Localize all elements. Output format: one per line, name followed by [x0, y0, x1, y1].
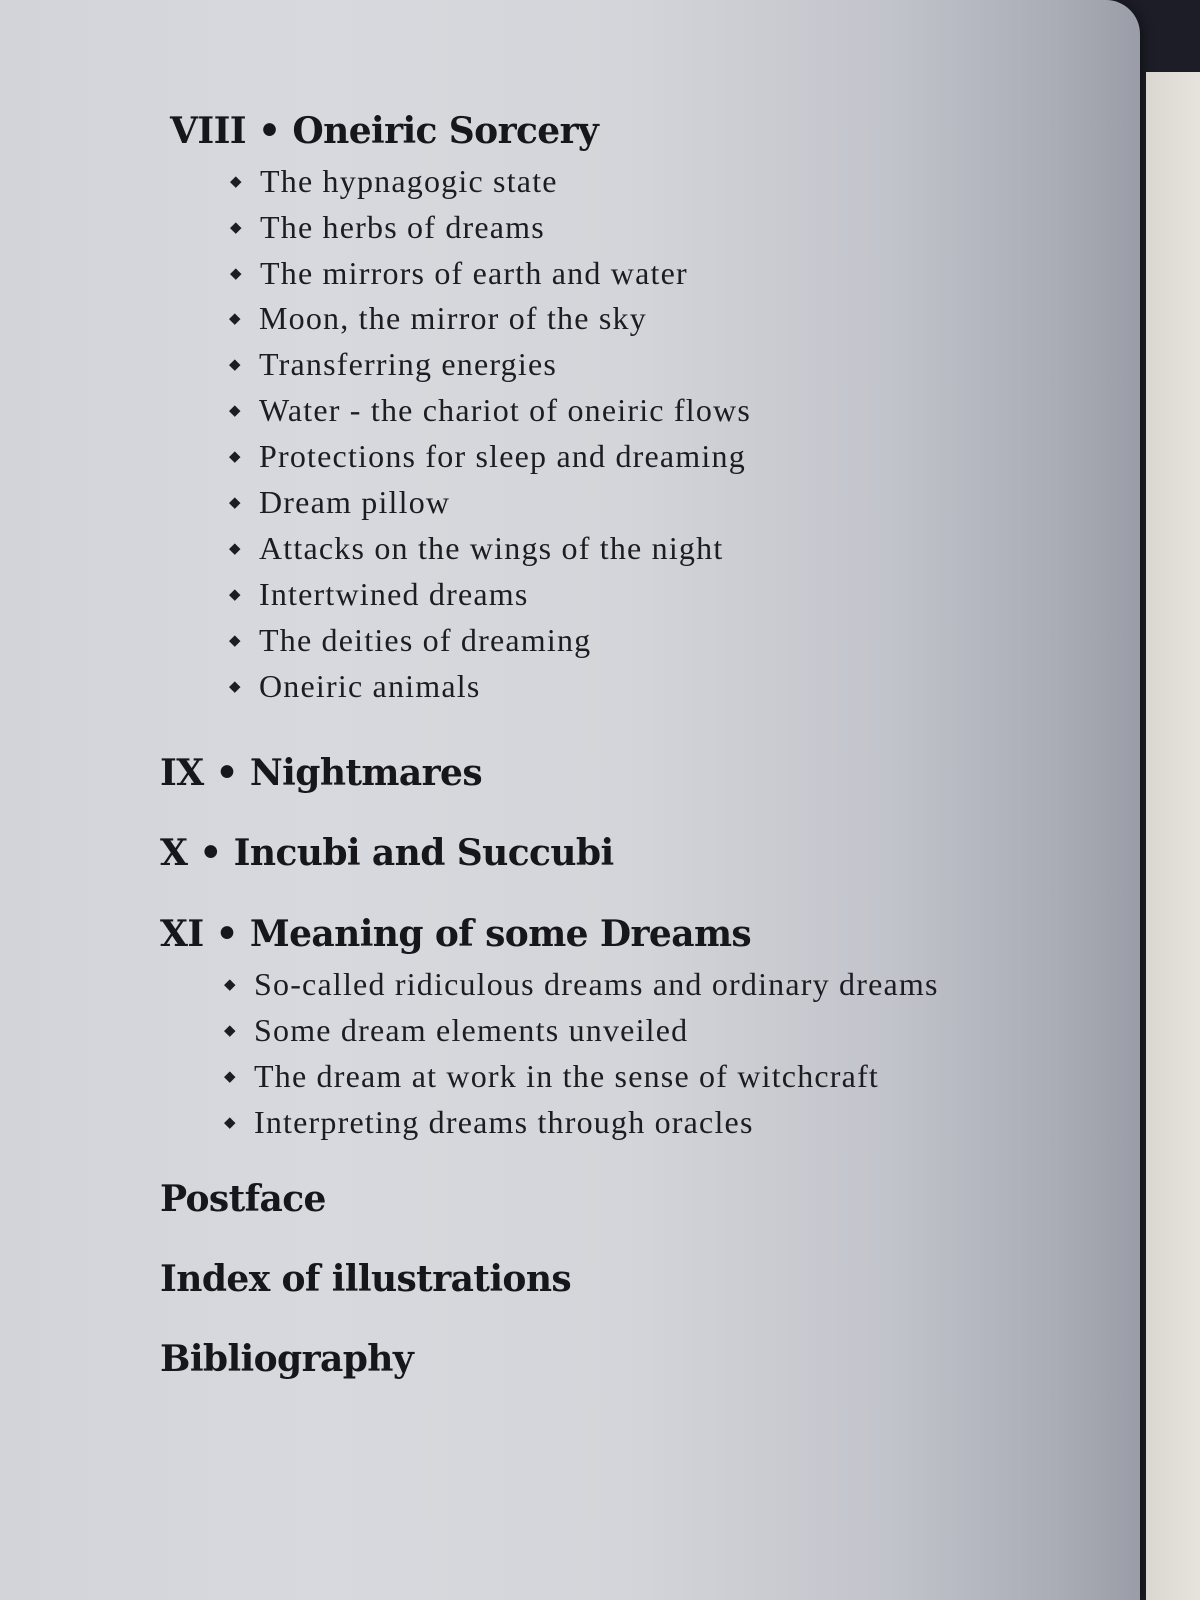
- entry-text: The deities of dreaming: [259, 622, 592, 658]
- chapter-title: Nightmares: [249, 752, 482, 794]
- index-heading: Index of illustrations: [160, 1258, 572, 1300]
- chapter-heading: [160, 913, 751, 955]
- chapter-numeral: VIII: [170, 110, 247, 152]
- entry-text: Some dream elements unveiled: [254, 1012, 689, 1048]
- diamond-bullet-icon: ◆: [230, 266, 243, 282]
- toc-entry: [224, 1058, 879, 1095]
- toc-entry: [229, 300, 647, 337]
- toc-entry: [229, 530, 723, 567]
- chapter-heading: [160, 832, 614, 874]
- toc-entry: [229, 576, 529, 613]
- separator-dot: •: [215, 752, 238, 794]
- chapter-numeral: IX: [160, 752, 204, 794]
- chapter-heading: [170, 110, 598, 152]
- toc-entry: [229, 392, 751, 429]
- toc-entry: [224, 966, 939, 1003]
- chapter-title: Incubi and Succubi: [233, 832, 614, 874]
- diamond-bullet-icon: ◆: [224, 1023, 237, 1039]
- entry-text: So-called ridiculous dreams and ordinary dreams: [254, 966, 939, 1002]
- separator-dot: •: [258, 110, 281, 152]
- separator-dot: •: [199, 832, 222, 874]
- toc-entry: [230, 163, 558, 200]
- entry-text: The hypnagogic state: [260, 163, 558, 199]
- toc-entry: [229, 484, 450, 521]
- diamond-bullet-icon: ◆: [229, 541, 242, 557]
- diamond-bullet-icon: ◆: [229, 357, 242, 373]
- chapter-title: Meaning of some Dreams: [249, 913, 752, 955]
- toc-entry: [229, 346, 557, 383]
- chapter-heading: [160, 752, 482, 794]
- entry-text: Oneiric animals: [259, 668, 481, 704]
- chapter-title: Oneiric Sorcery: [292, 110, 599, 152]
- toc-entry: [229, 622, 591, 659]
- entry-text: Moon, the mirror of the sky: [259, 300, 647, 336]
- entry-text: The mirrors of earth and water: [260, 255, 688, 291]
- diamond-bullet-icon: ◆: [224, 1115, 237, 1131]
- entry-text: The dream at work in the sense of witchcraft: [254, 1058, 880, 1094]
- entry-text: Intertwined dreams: [259, 576, 529, 612]
- entry-text: Water - the chariot of oneiric flows: [259, 392, 751, 428]
- entry-text: Transferring energies: [259, 346, 558, 382]
- toc-entry: [230, 209, 545, 246]
- entry-text: Interpreting dreams through oracles: [254, 1104, 754, 1140]
- diamond-bullet-icon: ◆: [230, 220, 243, 236]
- toc-entry: [224, 1104, 754, 1141]
- diamond-bullet-icon: ◆: [224, 977, 237, 993]
- diamond-bullet-icon: ◆: [229, 449, 242, 465]
- diamond-bullet-icon: ◆: [230, 174, 243, 190]
- toc-entry: [229, 438, 746, 475]
- toc-entry: [224, 1012, 688, 1049]
- chapter-numeral: X: [160, 832, 188, 874]
- toc-entry: [230, 255, 688, 292]
- diamond-bullet-icon: ◆: [224, 1069, 237, 1085]
- bibliography-heading: Bibliography: [160, 1338, 414, 1380]
- entry-text: Dream pillow: [259, 484, 451, 520]
- entry-text: Protections for sleep and dreaming: [259, 438, 746, 474]
- adjacent-page-edge: [1146, 72, 1200, 1600]
- postface-heading: Postface: [160, 1178, 326, 1220]
- diamond-bullet-icon: ◆: [229, 403, 242, 419]
- diamond-bullet-icon: ◆: [229, 679, 242, 695]
- toc-entry: [229, 668, 480, 705]
- entry-text: The herbs of dreams: [260, 209, 545, 245]
- entry-text: Attacks on the wings of the night: [259, 530, 724, 566]
- diamond-bullet-icon: ◆: [229, 311, 242, 327]
- diamond-bullet-icon: ◆: [229, 633, 242, 649]
- diamond-bullet-icon: ◆: [229, 495, 242, 511]
- chapter-numeral: XI: [160, 913, 204, 955]
- separator-dot: •: [215, 913, 238, 955]
- diamond-bullet-icon: ◆: [229, 587, 242, 603]
